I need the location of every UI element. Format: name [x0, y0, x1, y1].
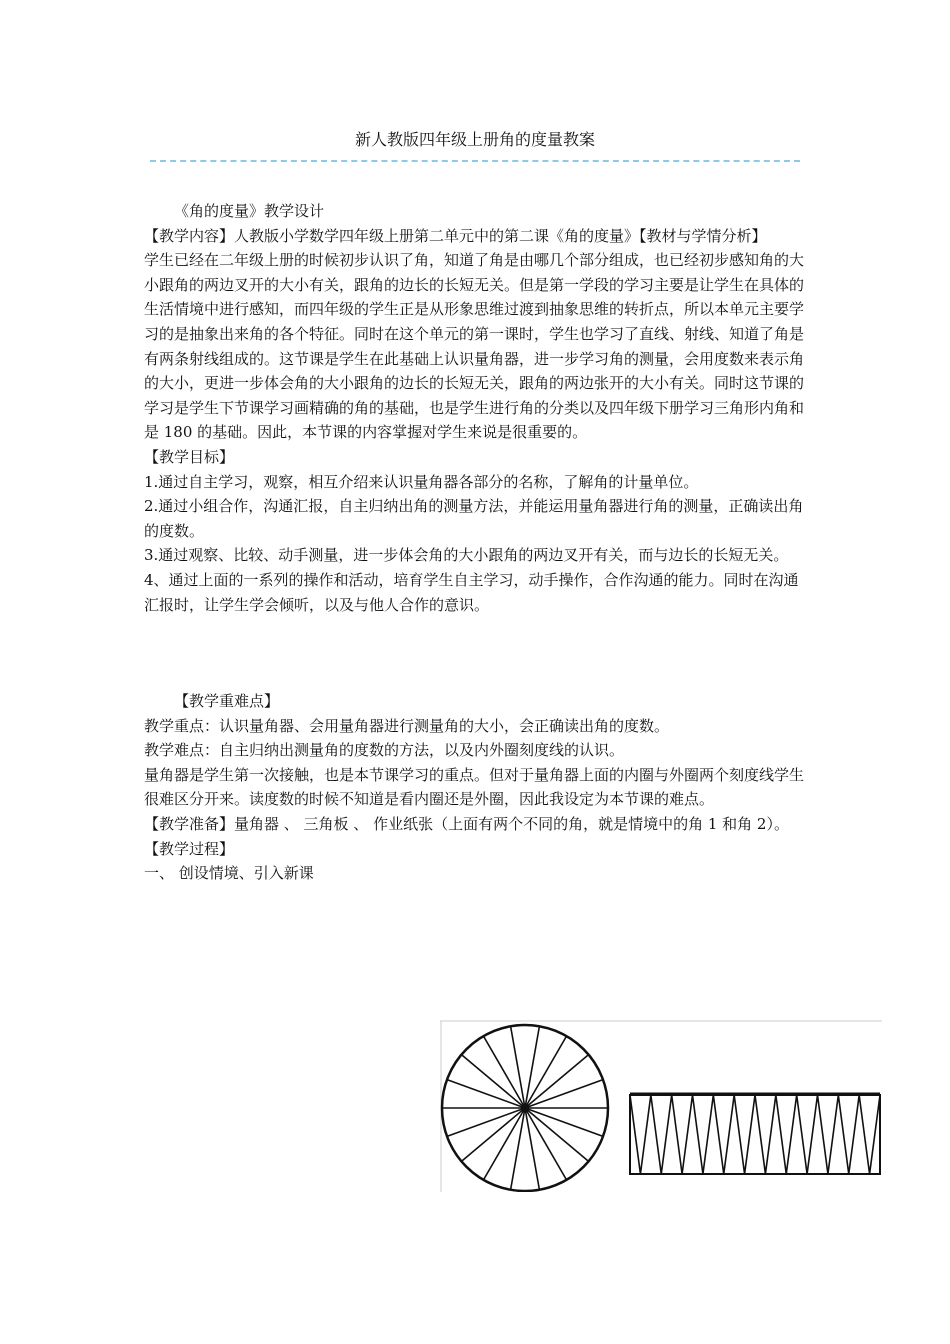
document-body — [144, 199, 808, 886]
goal-item: 3.通过观察、比较、动手测量，进一步体会角的大小跟角的两边叉开有关，而与边长的长短无关。 — [144, 546, 789, 565]
angle-illustration — [440, 1020, 882, 1192]
goal-item: 2.通过小组合作，沟通汇报，自主归纳出角的测量方法，并能运用量角器进行角的测量，正确读出角的度数。 — [144, 497, 804, 540]
document-title: 新人教版四年级上册角的度量教案 — [354, 130, 595, 149]
goal-item: 4、通过上面的一系列的操作和活动，培育学生自主学习，动手操作，合作沟通的能力。同时在沟通汇报时，让学生学会倾听，以及与他人合作的意识。 — [144, 570, 799, 614]
wheel-and-zigzag-figure — [440, 1020, 882, 1192]
key-point: 教学重点：认识量角器、会用量角器进行测量角的大小，会正确读出角的度数。 — [144, 716, 670, 735]
key-points-heading: 【教学重难点】 — [174, 692, 280, 711]
analysis-paragraph: 学生已经在二年级上册的时候初步认识了角，知道了角是由哪几个部分组成，也已经初步感知角的大小跟角的两边叉开的大小有关，跟角的边长的长短无关。但是第一学段的学习主要是让学生在具体的生活情境中进行感知，而四年级的学生正是从形象思维过渡到抽象思维的转折点，所以本单元主要学习的是抽象出来角的各个特征。同时在这个单元的第一课时，学生也学习了直线、射线、知道了角是有两条射线组成的。这节课是学生在此基础上认识量角器，进一步学习角的测量，会用度数来表示角的大小，更进一步体会角的大小跟角的边长的长短无关，跟角的两边张开的大小有关。同时这节课的学习是学生下节课学习画精确的角的基础，也是学生进行角的分类以及四年级下册学习三角形内角和是 180 的基础。因此，本节课的内容掌握对学生来说是很重要的。 — [144, 251, 805, 442]
teaching-content-line: 【教学内容】人教版小学数学四年级上册第二单元中的第二课《角的度量》【教材与学情分析】 — [144, 226, 767, 245]
goals-heading: 【教学目标】 — [144, 447, 235, 466]
difficulty-explanation: 量角器是学生第一次接触，也是本节课学习的重点。但对于量角器上面的内圈与外圈两个刻度线学生很难区分开来。读度数的时候不知道是看内圈还是外圈，因此我设定为本节课的难点。 — [144, 765, 805, 809]
difficult-point: 教学难点：自主归纳出测量角的度数的方法，以及内外圈刻度线的认识。 — [144, 741, 625, 760]
spacer — [144, 617, 808, 689]
zigzag-strip — [630, 1094, 880, 1174]
title-divider — [150, 160, 800, 162]
process-heading: 【教学过程】 — [144, 839, 235, 858]
step-one-heading: 一、 创设情境、引入新课 — [144, 864, 314, 883]
preparation-line: 【教学准备】量角器 、 三角板 、 作业纸张（上面有两个不同的角，就是情境中的角 1 和角 2）。 — [144, 815, 789, 834]
spoked-wheel — [442, 1025, 608, 1191]
design-subtitle: 《角的度量》教学设计 — [174, 202, 325, 220]
goal-item: 1.通过自主学习，观察，相互介绍来认识量角器各部分的名称，了解角的计量单位。 — [144, 472, 699, 491]
